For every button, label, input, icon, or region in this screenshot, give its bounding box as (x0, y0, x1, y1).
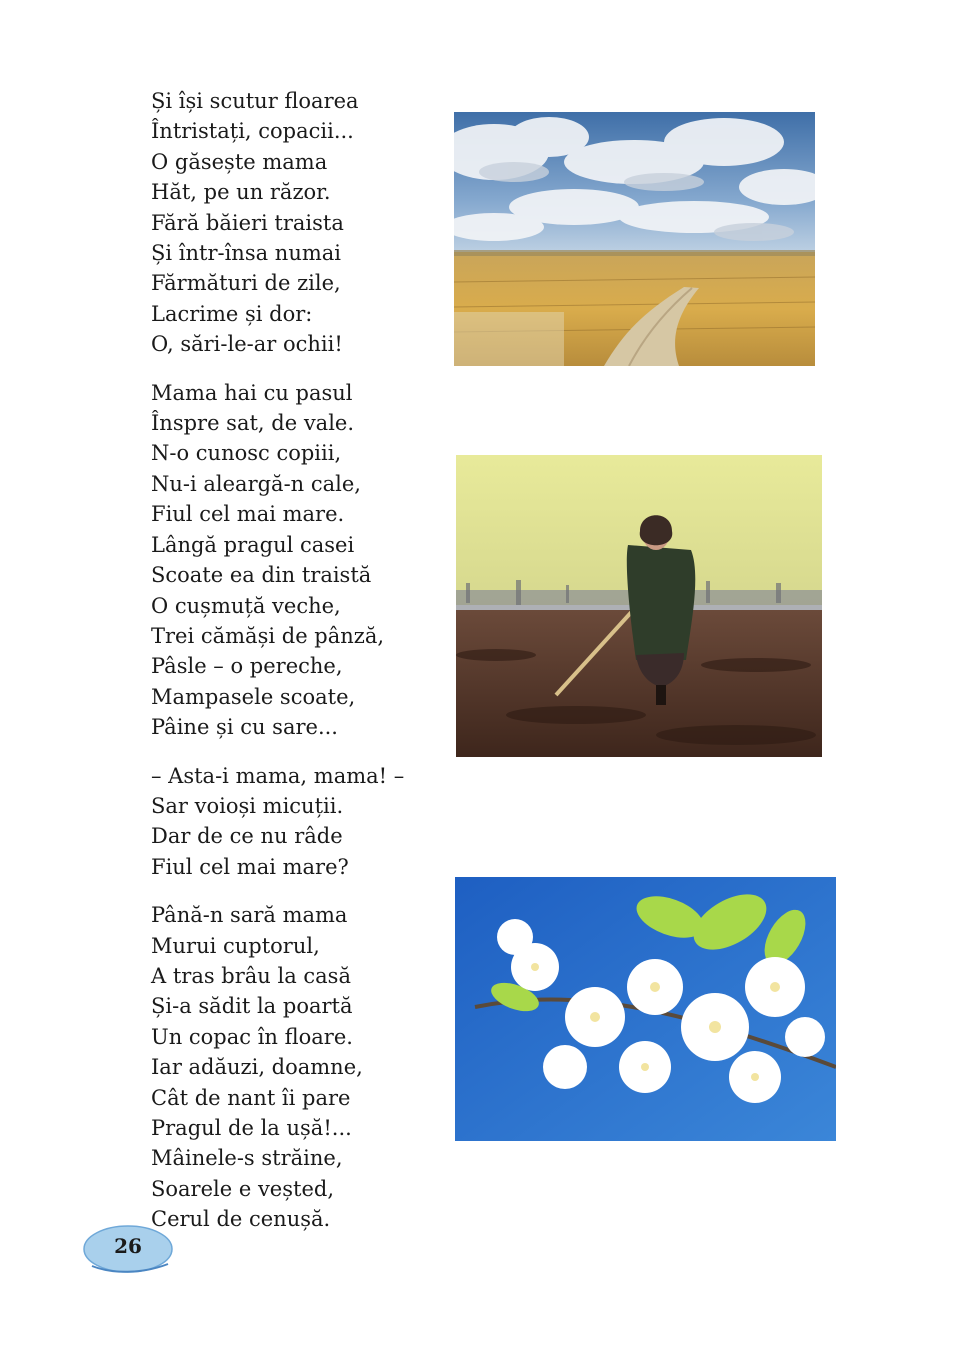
stanza (151, 900, 441, 1234)
poem-line: – Asta-i mama, mama! – (151, 763, 405, 788)
poem-line: Lacrime și dor: (151, 301, 313, 326)
poem-line: Mama hai cu pasul (151, 380, 353, 405)
page-number: 26 (114, 1234, 142, 1258)
poem-line: Întristați, copacii... (151, 119, 354, 144)
poem-line: Sar voioși micuții. (151, 793, 344, 818)
white-blossom-branch-photo (455, 877, 836, 1141)
poem-line: Trei cămăși de pânză, (151, 623, 385, 648)
poem-line: Lângă pragul casei (151, 532, 355, 557)
poem-line: Murui cuptorul, (151, 933, 320, 958)
stanza (151, 761, 441, 883)
poem-line: Un copac în floare. (151, 1024, 353, 1049)
poem-line: A tras brâu la casă (151, 963, 351, 988)
poem-line: Soarele e veșted, (151, 1176, 334, 1201)
poem-line: Dar de ce nu râde (151, 824, 343, 849)
poem-line: Pâine și cu sare... (151, 715, 338, 740)
stanza (151, 378, 441, 743)
stanza (151, 86, 441, 360)
poem-line: Mâinele-s străine, (151, 1146, 343, 1171)
poem-line: O, sări-le-ar ochii! (151, 332, 343, 357)
poem-line: Înspre sat, de vale. (151, 411, 355, 436)
poem-line: Hăt, pe un răzor. (151, 180, 331, 205)
poem-line: Și-a sădit la poartă (151, 994, 353, 1019)
poem-line: Scoate ea din traistă (151, 563, 372, 588)
page-number-badge (82, 1222, 174, 1274)
poem-line: Mampasele scoate, (151, 684, 356, 709)
poem-line: Fărmături de zile, (151, 271, 341, 296)
poem-line: O cușmuță veche, (151, 593, 341, 618)
poem-line: Pragul de la ușă!... (151, 1116, 352, 1140)
poem-line: O găsește mama (151, 149, 328, 174)
poem-line: Cerul de cenușă. (151, 1207, 331, 1232)
poem-line: Nu-i aleargă-n cale, (151, 471, 361, 496)
poem-line: Și își scutur floarea (151, 89, 359, 113)
poem-line: Pâsle – o pereche, (151, 654, 343, 679)
poem-line: Fiul cel mai mare? (151, 854, 349, 879)
old-woman-hoeing-photo (456, 455, 822, 757)
poem-line: Și într-însa numai (151, 241, 342, 266)
poem-line: N-o cunosc copiii, (151, 441, 342, 466)
poem-line: Fără băieri traista (151, 210, 344, 235)
poem-text (151, 86, 441, 1253)
poem-line: Cât de nant îi pare (151, 1085, 351, 1110)
poem-line: Iar adăuzi, doamne, (151, 1055, 363, 1080)
poem-line: Fiul cel mai mare. (151, 502, 345, 527)
poem-line: Până-n sară mama (151, 903, 348, 928)
wheat-field-road-photo (454, 112, 815, 366)
